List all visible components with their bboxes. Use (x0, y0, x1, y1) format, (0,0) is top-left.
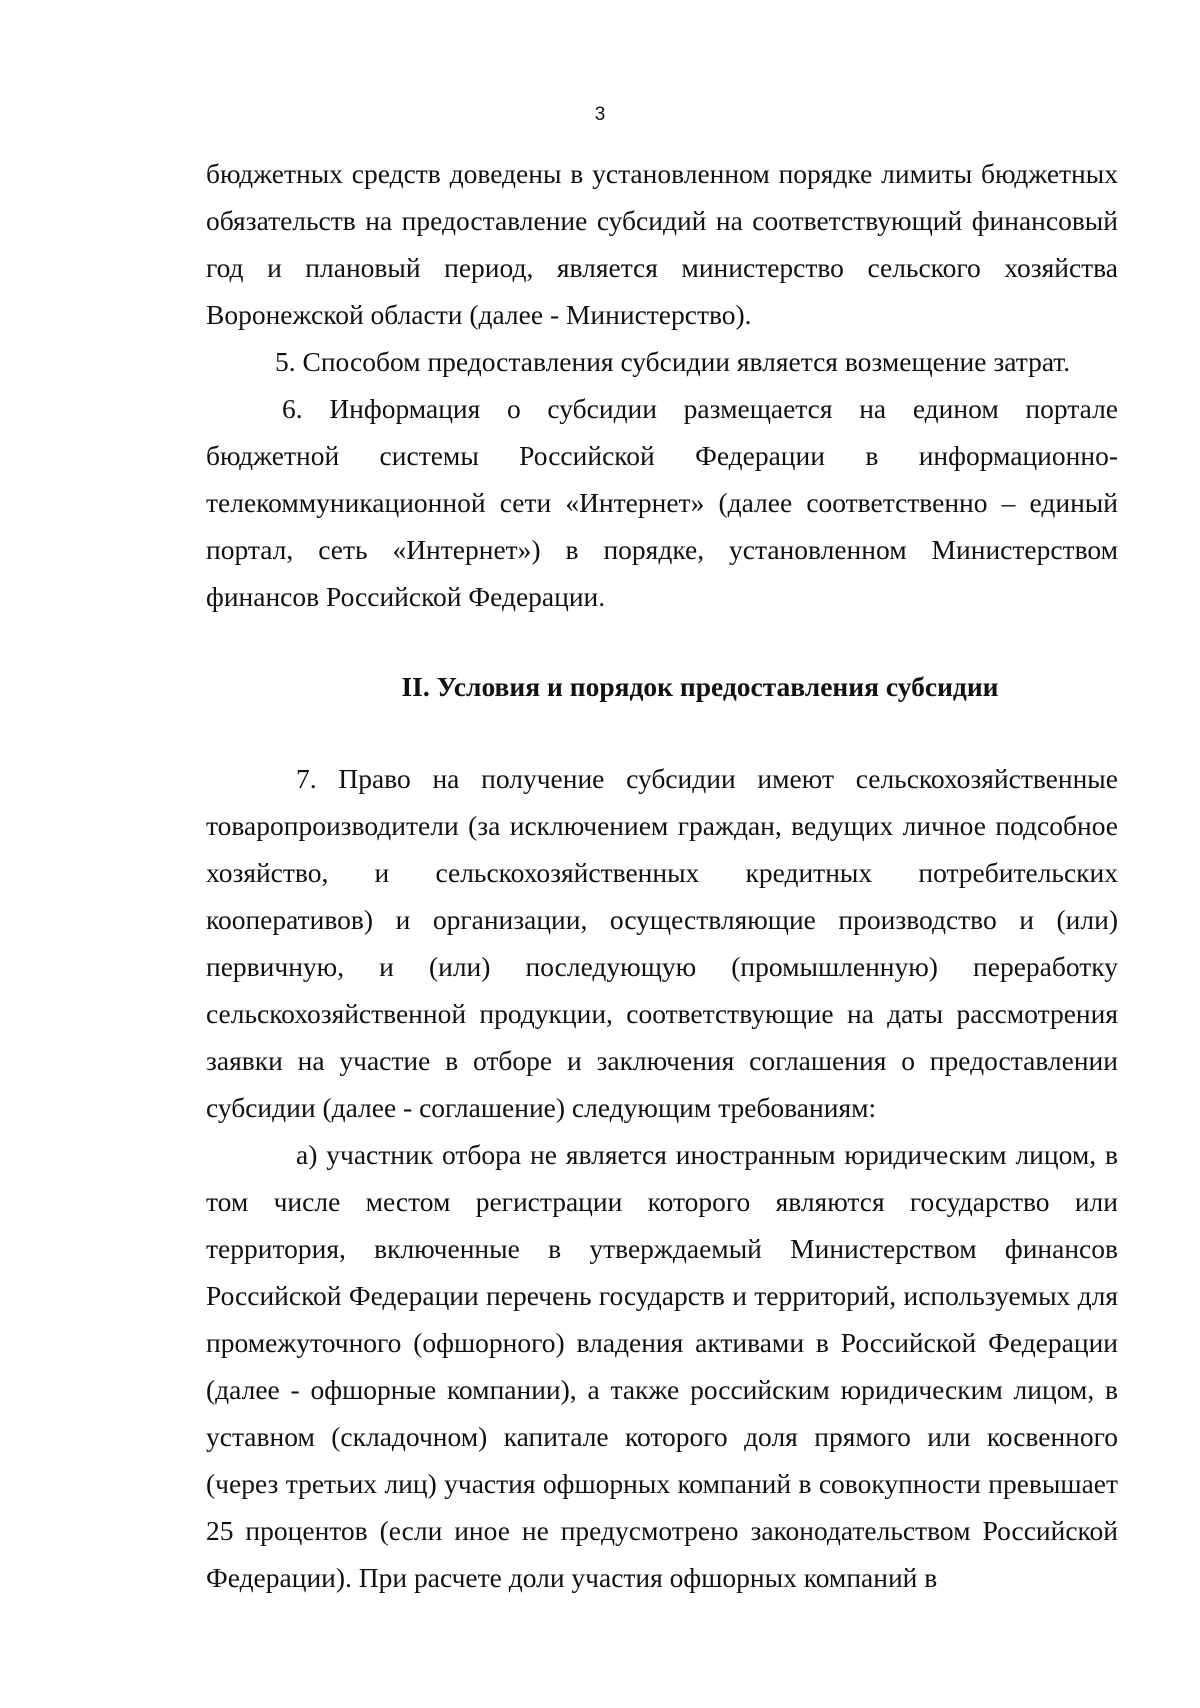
paragraph-5: 5. Способом предоставления субсидии является возмещение затрат. (275, 346, 1071, 377)
paragraph-continuation: бюджетных средств доведены в установленном порядке лимиты бюджетных обязательств на предоставление субсидий на соответствующий финансовый год и плановый период, является министерство сельского хозяйства Воронежской области (далее - Министерство). (206, 158, 1118, 330)
paragraph-7: 7. Право на получение субсидии имеют сельскохозяйственные товаропроизводители (за исключением граждан, ведущих личное подсобное хозяйство, и сельскохозяйственных кредитных потребительских кооперативов) и организации, осуществляющие производство и (или) первичную, и (или) последующую (промышленную) переработку сельскохозяйственной продукции, соответствующие на даты рассмотрения заявки на участие в отборе и заключения соглашения о предоставлении субсидии (далее - соглашение) следующим требованиям: (206, 763, 1118, 1123)
paragraph-7a: а) участник отбора не является иностранным юридическим лицом, в том числе местом регистрации которого являются государство или территория, включенные в утверждаемый Министерством финансов Российской Федерации перечень государств и территорий, используемых для промежуточного (офшорного) владения активами в Российской Федерации (далее - офшорные компании), а также российским юридическим лицом, в уставном (складочном) капитале которого доля прямого или косвенного (через третьих лиц) участия офшорных компаний в совокупности превышает 25 процентов (если иное не предусмотрено законодательством Российской Федерации). При расчете доли участия офшорных компаний в (206, 1139, 1118, 1593)
document-body (206, 150, 1118, 1601)
paragraph-6: 6. Информация о субсидии размещается на едином портале бюджетной системы Российской Федерации в информационно-телекоммуникационной сети «Интернет» (далее соответственно – единый портал, сеть «Интернет») в порядке, установленном Министерством финансов Российской Федерации. (206, 393, 1118, 612)
page-number: 3 (594, 104, 606, 125)
section-heading: II. Условия и порядок предоставления субсидии (401, 671, 999, 702)
